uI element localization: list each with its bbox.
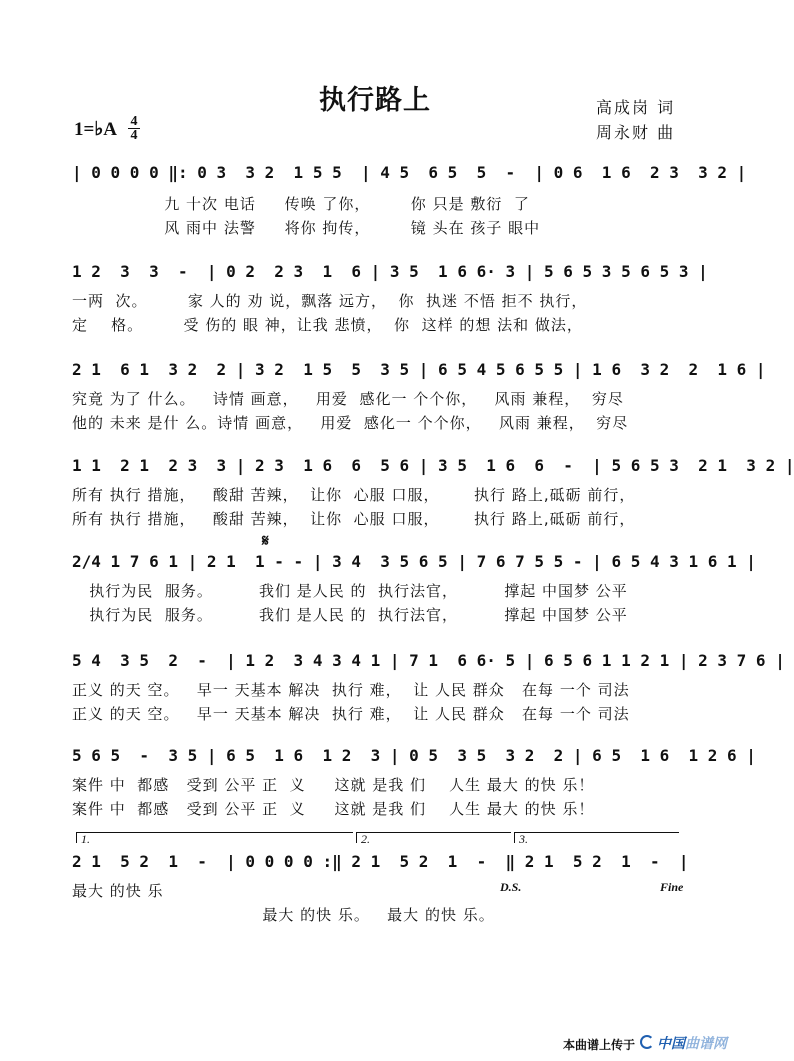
lyric-line-2b: 定 格。 受 伤的 眼 神，让我 悲愤， 你 这样 的想 法和 做法，: [72, 316, 583, 334]
lyric-line-3a: 究竟 为了 什么。 诗情 画意， 用爱 感化一 个个你， 风雨 兼程， 穷尽: [72, 390, 624, 408]
notation-line-6: 5 4 3 5 2 - | 1 2 3 4 3 4 1 | 7 1 6 6· 5 | 6 5 6 1 1 2 1 | 2 3 7 6 |: [72, 651, 785, 670]
notation-line-7: 5 6 5 - 3 5 | 6 5 1 6 1 2 3 | 0 5 3 5 3 2 2 | 6 5 1 6 1 2 6 |: [72, 746, 756, 765]
lyric-line-4b: 所有 执行 措施， 酸甜 苦辣， 让你 心服 口服， 执行 路上,砥砺 前行，: [72, 510, 636, 528]
lyric-line-2a: 一两 次。 家 人的 劝 说，飘落 远方， 你 执迷 不悟 拒不 执行，: [72, 292, 588, 310]
volta-3: 3.: [514, 832, 679, 843]
lyric-line-6a: 正义 的天 空。 早一 天基本 解决 执行 难， 让 人民 群众 在每 一个 司法: [72, 681, 630, 699]
site-logo: [640, 1033, 727, 1053]
volta-1: 1.: [76, 832, 353, 843]
site-name-part-2: 曲谱网: [685, 1036, 727, 1052]
fine-marking: Fine: [660, 880, 684, 894]
footer-upload-text: 本曲谱上传于: [563, 1038, 636, 1052]
notation-line-4: 1 1 2 1 2 3 3 | 2 3 1 6 6 5 6 | 3 5 1 6 6 - | 5 6 5 3 2 1 3 2 |: [72, 456, 794, 475]
time-signature-top: 4: [128, 115, 140, 129]
notation-line-2: 1 2 3 3 - | 0 2 2 3 1 6 | 3 5 1 6 6· 3 | 5 6 5 3 5 6 5 3 |: [72, 262, 708, 281]
lyric-line-1b: 风 雨中 法警 将你 拘传， 镜 头在 孩子 眼中: [72, 219, 541, 237]
lyric-line-7a: 案件 中 都感 受到 公平 正 义 这就 是我 们 人生 最大 的快 乐！: [72, 776, 595, 794]
lyric-line-5b: 执行为民 服务。 我们 是人民 的 执行法官， 撑起 中国梦 公平: [72, 606, 628, 624]
segno-sign: 𝄋: [262, 531, 269, 550]
lyricist-credit: 高成岗 词: [596, 98, 676, 117]
song-title: 执行路上: [319, 85, 431, 116]
notation-line-3: 2 1 6 1 3 2 2 | 3 2 1 5 5 3 5 | 6 5 4 5 6 5 5 | 1 6 3 2 2 1 6 |: [72, 360, 766, 379]
time-signature-bottom: 4: [130, 128, 138, 143]
ds-marking: D.S.: [500, 880, 522, 894]
key-signature: 1=♭A: [74, 119, 118, 140]
lyric-line-6b: 正义 的天 空。 早一 天基本 解决 执行 难， 让 人民 群众 在每 一个 司法: [72, 705, 630, 723]
composer-credit: 周永财 曲: [596, 123, 676, 142]
lyric-line-1a: 九 十次 电话 传唤 了你， 你 只是 敷衍 了: [72, 195, 530, 213]
lyric-line-8b: 最大 的快 乐。 最大 的快 乐。: [72, 906, 495, 924]
lyric-line-3b: 他的 未来 是什 么。诗情 画意， 用爱 感化一 个个你， 风雨 兼程， 穷尽: [72, 414, 629, 432]
lyric-line-4a: 所有 执行 措施， 酸甜 苦辣， 让你 心服 口服， 执行 路上,砥砺 前行，: [72, 486, 636, 504]
lyric-line-5a: 执行为民 服务。 我们 是人民 的 执行法官， 撑起 中国梦 公平: [72, 582, 628, 600]
volta-2: 2.: [356, 832, 511, 843]
site-name-part-1: 中国: [657, 1036, 685, 1052]
notation-line-5: 2/4 1 7 6 1 | 2 1 1 - - | 3 4 3 5 6 5 | 7 6 7 5 5 - | 6 5 4 3 1 6 1 |: [72, 552, 756, 571]
site-logo-icon: [640, 1035, 654, 1049]
lyric-line-7b: 案件 中 都感 受到 公平 正 义 这就 是我 们 人生 最大 的快 乐！: [72, 800, 595, 818]
notation-line-1: | 0 0 0 0 ‖: 0 3 3 2 1 5 5 | 4 5 6 5 5 - | 0 6 1 6 2 3 3 2 |: [72, 163, 747, 182]
notation-line-8: 2 1 5 2 1 - | 0 0 0 0 :‖ 2 1 5 2 1 - ‖ 2 1 5 2 1 - |: [72, 852, 689, 871]
lyric-line-8a: 最大 的快 乐: [72, 882, 164, 900]
time-signature: [128, 115, 140, 142]
